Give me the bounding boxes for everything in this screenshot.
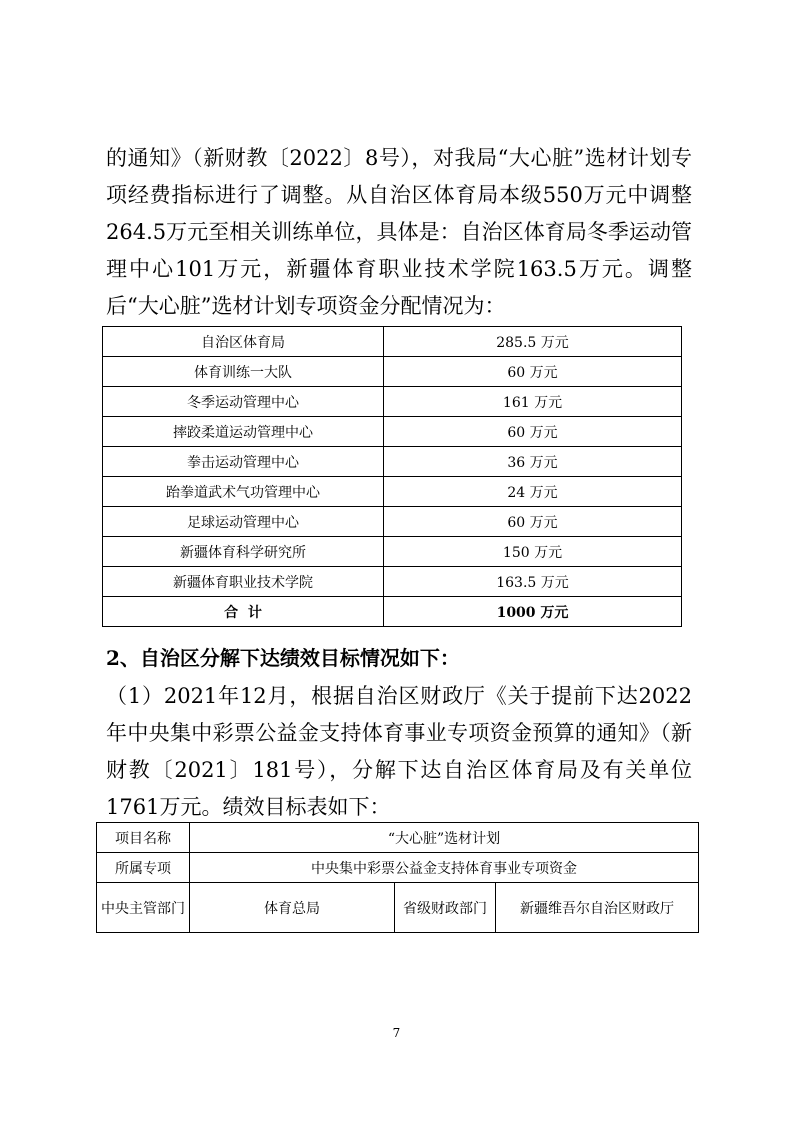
unit-cell: 足球运动管理中心 (103, 507, 384, 537)
unit-cell: 拳击运动管理中心 (103, 447, 384, 477)
total-row (103, 597, 682, 627)
performance-table (96, 822, 699, 933)
table-row (97, 823, 699, 853)
table-row (103, 417, 682, 447)
table-row (103, 567, 682, 597)
table-row (103, 537, 682, 567)
central-dept-value: 体育总局 (190, 883, 395, 933)
table-row (103, 507, 682, 537)
table-row (103, 447, 682, 477)
unit-cell: 冬季运动管理中心 (103, 387, 384, 417)
total-amount: 1000 万元 (384, 597, 682, 627)
intro-paragraph: 的通知》（新财教〔2022〕8号），对我局“大心脏”选材计划专项经费指标进行了调整。从自治区体育局本级550万元中调整264.5万元至相关训练单位，具体是：自治区体育局冬季运动管理中心101万元，新疆体育职业技术学院163.5万元。调整后“大心脏”选材计划专项资金分配情况为： (106, 146, 692, 318)
amount-cell: 60 万元 (384, 417, 682, 447)
table-row (103, 357, 682, 387)
table-row (97, 883, 699, 933)
project-name-value: “大心脏”选材计划 (190, 823, 699, 853)
page-number: 7 (392, 1026, 401, 1040)
provincial-dept-label: 省级财政部门 (395, 883, 496, 933)
total-label: 合 计 (103, 597, 384, 627)
unit-cell: 跆拳道武术气功管理中心 (103, 477, 384, 507)
section-heading: 2、自治区分解下达绩效目标情况如下： (106, 646, 460, 670)
amount-cell: 24 万元 (384, 477, 682, 507)
amount-cell: 150 万元 (384, 537, 682, 567)
amount-cell: 60 万元 (384, 357, 682, 387)
unit-cell: 体育训练一大队 (103, 357, 384, 387)
unit-cell: 摔跤柔道运动管理中心 (103, 417, 384, 447)
item-paragraph: （1）2021年12月，根据自治区财政厅《关于提前下达2022年中央集中彩票公益金支持体育事业专项资金预算的通知》（新财教〔2021〕181号），分解下达自治区体育局及有关单位1761万元。绩效目标表如下： (106, 684, 692, 819)
central-dept-label: 中央主管部门 (97, 883, 190, 933)
table-row (103, 327, 682, 357)
table-row (97, 853, 699, 883)
table-row (103, 477, 682, 507)
special-value: 中央集中彩票公益金支持体育事业专项资金 (190, 853, 699, 883)
table-row (103, 387, 682, 417)
unit-cell: 自治区体育局 (103, 327, 384, 357)
allocation-table (102, 326, 682, 627)
amount-cell: 285.5 万元 (384, 327, 682, 357)
unit-cell: 新疆体育科学研究所 (103, 537, 384, 567)
unit-cell: 新疆体育职业技术学院 (103, 567, 384, 597)
amount-cell: 163.5 万元 (384, 567, 682, 597)
amount-cell: 60 万元 (384, 507, 682, 537)
project-name-label: 项目名称 (97, 823, 190, 853)
amount-cell: 161 万元 (384, 387, 682, 417)
amount-cell: 36 万元 (384, 447, 682, 477)
special-label: 所属专项 (97, 853, 190, 883)
provincial-dept-value: 新疆维吾尔自治区财政厅 (496, 883, 699, 933)
